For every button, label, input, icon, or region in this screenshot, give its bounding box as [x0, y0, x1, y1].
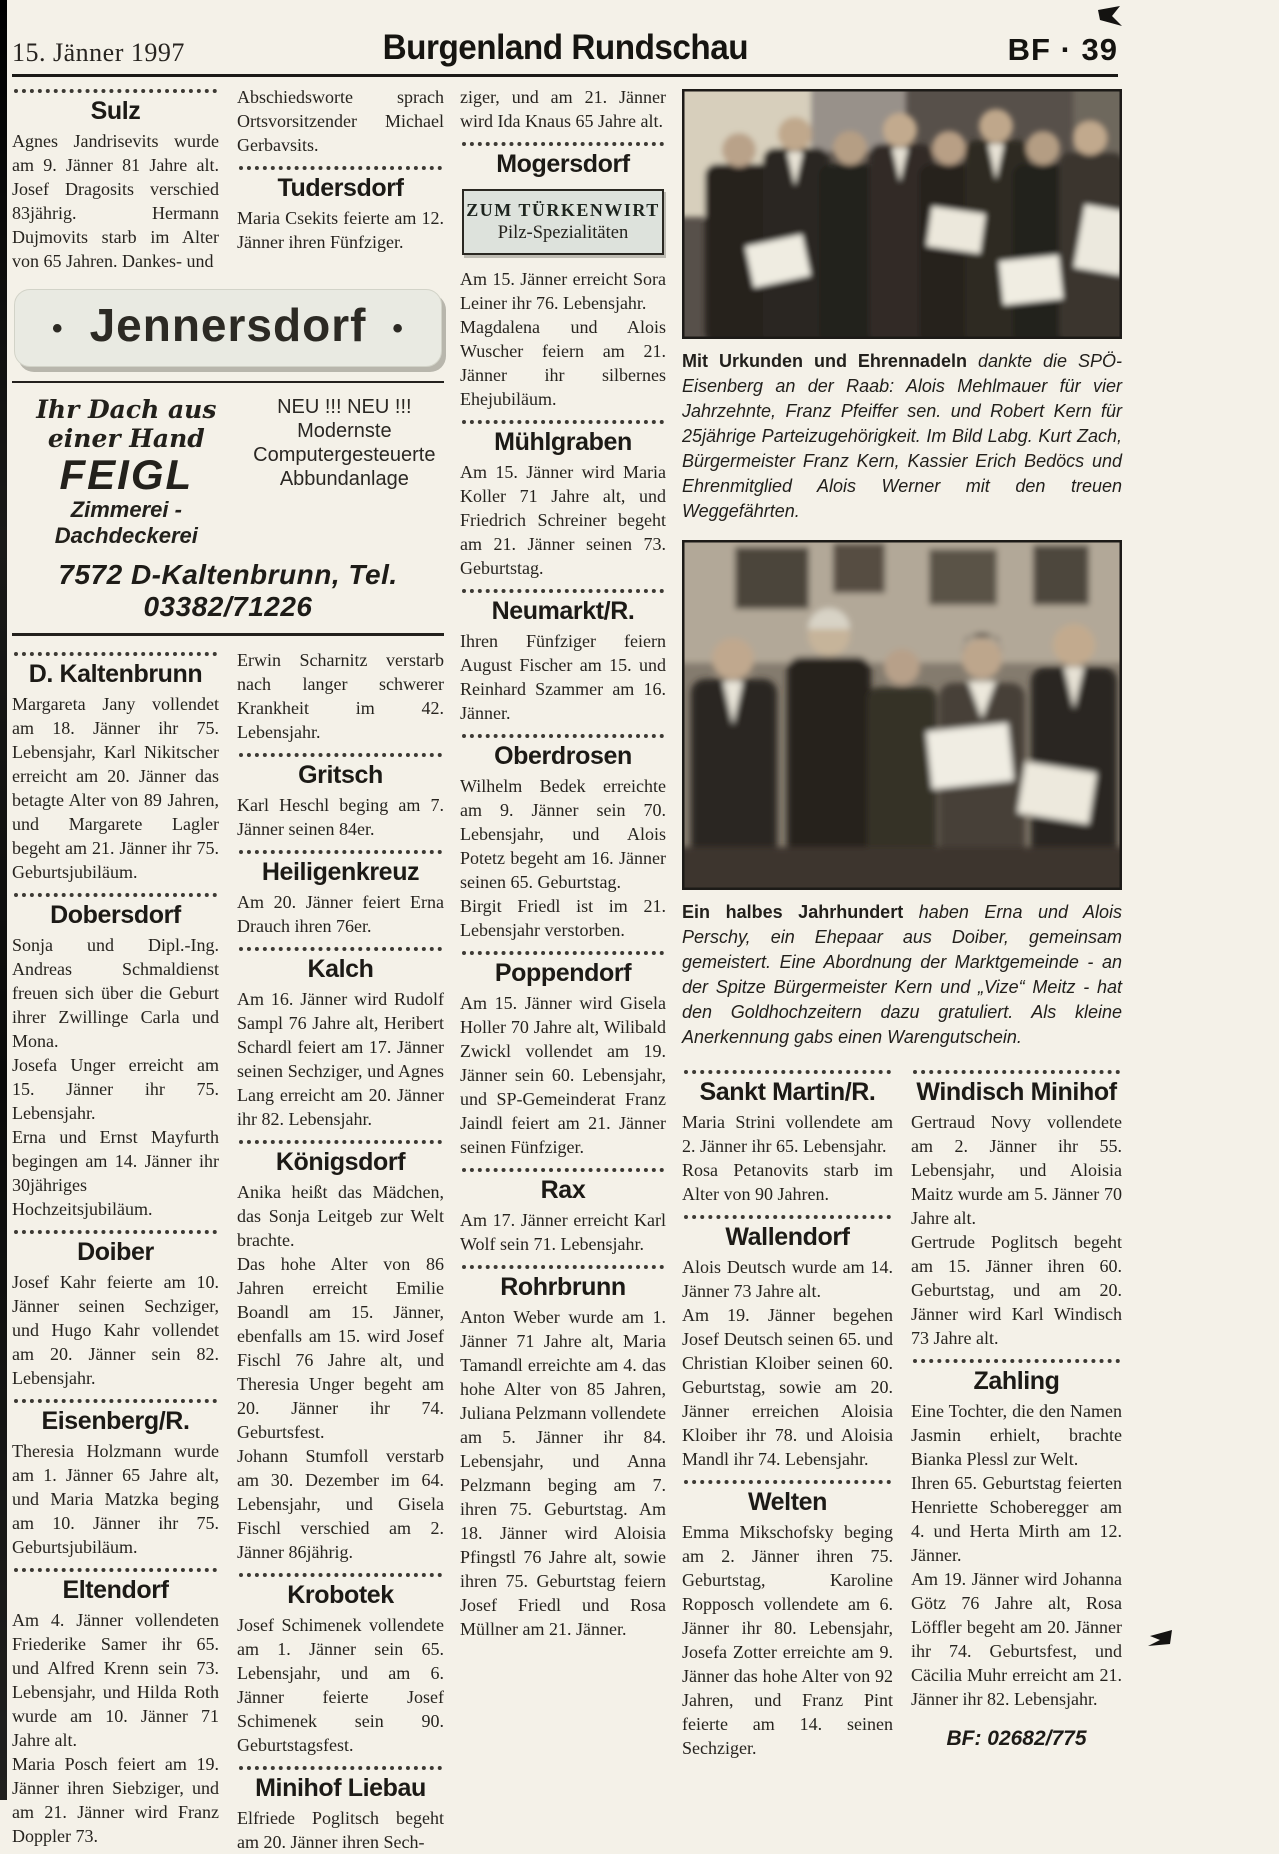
left-section [12, 85, 444, 1854]
section-heading: Heiligenkreuz [261, 858, 420, 886]
column-1-top [12, 85, 219, 273]
dotted-rule [462, 1265, 664, 1269]
feigl-ad-right [247, 395, 442, 549]
body-paragraph: Alois Deutsch wurde am 14. Jänner 73 Jahre alt. [682, 1257, 893, 1301]
scan-artifact-arrow [1146, 1628, 1172, 1648]
banner-title: Jennersdorf [89, 299, 367, 351]
dotted-rule [239, 1140, 442, 1144]
body-paragraph: Erwin Scharnitz verstarb nach langer schwerer Krankheit im 42. Lebensjahr. [237, 650, 444, 742]
body-paragraph: Abschiedsworte sprach Ortsvorsitzender Michael Gerbavsits. [237, 87, 444, 155]
column-2-bottom [237, 648, 444, 1854]
page-number: BF · 39 [1007, 32, 1118, 67]
right-section [682, 85, 1122, 1854]
dotted-rule [462, 1168, 664, 1172]
feigl-ad [12, 381, 444, 636]
dotted-rule [14, 1230, 217, 1234]
feigl-promo-line: Abbundanlage [279, 468, 409, 490]
column-4 [682, 1066, 893, 1760]
section-heading: Dobersdorf [50, 901, 181, 929]
body-paragraph: Gertraud Novy vollendete am 2. Jänner ihr 55. Lebensjahr, und Aloisia Maitz wurde am 5. Jänner 70 Jahre alt. [911, 1112, 1122, 1228]
dotted-rule [462, 142, 664, 146]
dotted-rule [239, 947, 442, 951]
photo1-caption [682, 349, 1122, 524]
dotted-rule [14, 1568, 217, 1572]
body-paragraph: Erna und Ernst Mayfurth begingen am 14. Jänner ihr 30jähriges Hochzeitsjubiläum. [12, 1127, 219, 1219]
body-paragraph: Josef Kahr feierte am 10. Jänner seinen Sechziger, und Hugo Kahr vollendet am 20. Jänner sein 82. Lebensjahr. [12, 1272, 219, 1388]
body-paragraph: Gertrude Poglitsch begeht am 15. Jänner ihren 60. Geburtstag, und am 20. Jänner wird Karl Windisch 73 Jahre alt. [911, 1232, 1122, 1348]
body-paragraph: Elfriede Poglitsch begeht am 20. Jänner ihren Sech- [237, 1808, 444, 1852]
dotted-rule [14, 89, 217, 93]
dotted-rule [14, 1399, 217, 1403]
feigl-tagline: Ihr Dach aus einer Hand [36, 395, 217, 453]
section-heading: Tudersdorf [277, 174, 404, 202]
body-paragraph: Emma Mikschofsky beging am 2. Jänner ihren 75. Geburtstag, Karoline Ropposch vollendete am 6. Jänner ihr 80. Lebensjahr, Josefa Zotter erreichte am 9. Jänner das hohe Alter von 92 Jahren, und Franz Pint feierte am 14. seinen Sechziger. [682, 1522, 893, 1758]
dotted-rule [14, 652, 217, 656]
body-paragraph: Am 15. Jänner wird Maria Koller 71 Jahre alt, und Friedrich Schreiner begeht am 21. Jänner seinen 73. Geburtstag. [460, 462, 666, 578]
body-paragraph: Magdalena und Alois Wuscher feiern am 21. Jänner ihr silbernes Ehejubiläum. [460, 317, 666, 409]
section-heading: Zahling [973, 1367, 1060, 1395]
section-heading: Mühlgraben [494, 428, 632, 456]
body-paragraph: Margareta Jany vollendet am 18. Jänner ihr 75. Lebensjahr, Karl Nikitscher erreicht am 20. Jänner das betagte Alter von 89 Jahren, und Margarete Lagler begeht am 21. Jänner ihr 75. Geburtsjubiläum. [12, 694, 219, 882]
dotted-rule [462, 951, 664, 955]
body-paragraph: Am 20. Jänner feiert Erna Drauch ihren 76er. [237, 892, 444, 936]
body-paragraph: Johann Stumfoll verstarb am 30. Dezember im 64. Lebensjahr, und Gisela Fischl verschied am 2. Jänner 86jährig. [237, 1446, 444, 1562]
issue-date: 15. Jänner 1997 [12, 38, 185, 67]
body-paragraph: Ihren 65. Geburtstag feierten Henriette Schoberegger am 4. und Herta Mirth am 12. Jänner. [911, 1473, 1122, 1565]
dotted-rule [239, 1766, 442, 1770]
newspaper-page [12, 6, 1122, 1854]
feigl-promo-line: Modernste [297, 420, 392, 442]
contact-reference: BF: 02682/775 [946, 1727, 1087, 1750]
photo2-scene [682, 540, 1122, 890]
feigl-promo-line: Computergesteuerte [253, 444, 436, 466]
dotted-rule [239, 166, 442, 170]
feigl-promo-line: NEU !!! NEU !!! [277, 396, 412, 418]
dotted-rule [462, 420, 664, 424]
dotted-rule [462, 734, 664, 738]
body-paragraph: Maria Strini vollendete am 2. Jänner ihr 65. Lebensjahr. [682, 1112, 893, 1156]
section-heading: Krobotek [287, 1581, 394, 1609]
body-paragraph: Anton Weber wurde am 1. Jänner 71 Jahre alt, Maria Tamandl erreichte am 4. das hohe Alter von 85 Jahren, Juliana Pelzmann vollendete am 5. Jänner ihr 84. Lebensjahr, und Anna Pelzmann beging am 7. ihren 75. Geburtstag. Am 18. Jänner wird Aloisia Pfingstl 76 Jahre alt, sowie ihren 75. Geburtstag feiern Josef Friedl und Rosa Müllner am 21. Jänner. [460, 1307, 666, 1639]
column-5 [911, 1066, 1122, 1760]
section-heading: Sankt Martin/R. [699, 1078, 876, 1106]
section-heading: Wallendorf [725, 1223, 850, 1251]
body-paragraph: Agnes Jandrisevits wurde am 9. Jänner 81 Jahre alt. Josef Dragosits verschied 83jährig. Hermann Dujmovits starb im Alter von 65 Jahren. Dankes- und [12, 131, 219, 271]
page-header [12, 6, 1118, 77]
photo-golden-wedding-group [682, 540, 1122, 890]
body-paragraph: Maria Csekits feierte am 12. Jänner ihren Fünfziger. [237, 208, 444, 252]
dotted-rule [913, 1359, 1120, 1363]
dotted-rule [684, 1480, 891, 1484]
section-heading: Rax [540, 1176, 586, 1204]
scan-edge [0, 0, 7, 1800]
feigl-ad-left [14, 395, 239, 549]
banner-bullet: • [392, 311, 404, 345]
section-heading: Mogersdorf [496, 150, 630, 178]
page-content [12, 85, 1122, 1854]
column-1-bottom [12, 648, 219, 1854]
body-paragraph: Maria Posch feiert am 19. Jänner ihren Siebziger, und am 21. Jänner wird Franz Doppler 73. [12, 1754, 219, 1846]
body-paragraph: Am 19. Jänner begehen Josef Deutsch seinen 65. und Christian Kloiber seinen 60. Geburtstag, sowie am 20. Jänner erreichen Aloisia Kloiber ihr 78. und Aloisia Mandl ihr 74. Lebensjahr. [682, 1305, 893, 1469]
body-paragraph: Sonja und Dipl.-Ing. Andreas Schmaldienst freuen sich über die Geburt ihrer Zwillinge Carla und Mona. [12, 935, 219, 1051]
dotted-rule [462, 589, 664, 593]
jennersdorf-banner [14, 289, 442, 367]
body-paragraph: Am 16. Jänner wird Rudolf Sampl 76 Jahre alt, Heribert Schardl feiert am 17. Jänner seinen Sechziger, und Agnes Lang erreicht am 20. Jänner ihr 82. Lebensjahr. [237, 989, 444, 1129]
body-paragraph: Wilhelm Bedek erreichte am 9. Jänner sein 70. Lebensjahr, und Alois Potetz begeht am 16. Jänner seinen 65. Geburtstag. [460, 776, 666, 892]
dotted-rule [684, 1070, 891, 1074]
body-paragraph: ziger, und am 21. Jänner wird Ida Knaus 65 Jahre alt. [460, 87, 666, 131]
dotted-rule [913, 1070, 1120, 1074]
body-paragraph: Theresia Holzmann wurde am 1. Jänner 65 Jahre alt, und Maria Matzka beging am 10. Jänner ihr 75. Geburtsjubiläum. [12, 1441, 219, 1557]
photo2-caption [682, 900, 1122, 1050]
column-3 [460, 85, 666, 1854]
section-heading: Gritsch [298, 761, 383, 789]
dotted-rule [14, 893, 217, 897]
dotted-rule [684, 1215, 891, 1219]
section-heading: Eisenberg/R. [41, 1407, 190, 1435]
body-paragraph: Josefa Unger erreicht am 15. Jänner ihr 75. Lebensjahr. [12, 1055, 219, 1123]
tuerkenwirt-name: ZUM TÜRKENWIRT [466, 200, 660, 220]
tuerkenwirt-ad [462, 189, 664, 255]
dotted-rule [239, 850, 442, 854]
masthead-title: Burgenland Rundschau [382, 28, 748, 67]
feigl-address: 7572 D-Kaltenbrunn, Tel. 03382/71226 [58, 559, 398, 622]
body-paragraph: Am 4. Jänner vollendeten Friederike Samer ihr 65. und Alfred Krenn sein 73. Lebensjahr, und Hilda Roth wurde am 10. Jänner 71 Jahre alt. [12, 1610, 219, 1750]
section-heading: D. Kaltenbrunn [28, 660, 203, 688]
body-paragraph: Rosa Petanovits starb im Alter von 90 Jahren. [682, 1160, 893, 1204]
caption-text: dankte die SPÖ-Eisenberg an der Raab: Alois Mehlmauer für vier Jahrzehnte, Franz Pfeiffer sen. und Robert Kern für 25jährige Parteizugehörigkeit. Im Bild Labg. Kurt Zach, Bürgermeister Franz Kern, Kassier Erich Bedöcs und Ehrenmitglied Alois Werner mit den treuen Weggefährten. [682, 351, 1122, 521]
body-paragraph: Anika heißt das Mädchen, das Sonja Leitgeb zur Welt brachte. [237, 1182, 444, 1250]
body-paragraph: Josef Schimenek vollendete am 1. Jänner sein 65. Lebensjahr, und am 6. Jänner feierte Josef Schimenek sein 90. Geburtstagsfest. [237, 1615, 444, 1755]
section-heading: Eltendorf [62, 1576, 169, 1604]
feigl-brand: FEIGL [59, 451, 194, 498]
body-paragraph: Am 17. Jänner erreicht Karl Wolf sein 71. Lebensjahr. [460, 1210, 666, 1254]
body-paragraph: Birgit Friedl ist im 21. Lebensjahr verstorben. [460, 896, 666, 940]
caption-lead: Ein halbes Jahrhundert [682, 902, 904, 922]
body-paragraph: Am 15. Jänner wird Gisela Holler 70 Jahre alt, Wilibald Zwickl vollendet am 19. Jänner sein 60. Lebensjahr, und SP-Gemeinderat Franz Jaindl feiert am 21. Jänner seinen Fünfziger. [460, 993, 666, 1157]
section-heading: Oberdrosen [494, 742, 632, 770]
body-paragraph: Am 15. Jänner erreicht Sora Leiner ihr 76. Lebensjahr. [460, 269, 666, 313]
body-paragraph: Ihren Fünfziger feiern August Fischer am 15. und Reinhard Szammer am 16. Jänner. [460, 631, 666, 723]
caption-text: haben Erna und Alois Perschy, ein Ehepaar aus Doiber, gemeinsam gemeistert. Eine Abordnung der Marktgemeinde - an der Spitze Bürgermeister Kern und „Vize“ Meitz - hat den Goldhochzeitern dazu gratuliert. Als kleine Anerkennung gabs einen Warengutschein. [682, 902, 1122, 1047]
column-2-top [237, 85, 444, 273]
section-heading: Neumarkt/R. [491, 597, 635, 625]
section-heading: Doiber [77, 1238, 154, 1266]
section-heading: Königsdorf [275, 1148, 406, 1176]
caption-lead: Mit Urkunden und Ehrennadeln [682, 351, 967, 371]
banner-bullet: • [52, 311, 64, 345]
tuerkenwirt-subline: Pilz-Spezialitäten [497, 223, 629, 243]
section-heading: Windisch Minihof [916, 1078, 1117, 1106]
section-heading: Kalch [307, 955, 374, 983]
dotted-rule [239, 1573, 442, 1577]
body-paragraph: Eine Tochter, die den Namen Jasmin erhielt, brachte Bianka Plessl zur Welt. [911, 1401, 1122, 1469]
section-heading: Welten [747, 1488, 828, 1516]
section-heading: Sulz [90, 97, 141, 125]
section-heading: Minihof Liebau [255, 1774, 426, 1802]
body-paragraph: Am 19. Jänner wird Johanna Götz 76 Jahre alt, Rosa Löffler begeht am 20. Jänner ihr 74. Geburtsfest, und Cäcilia Muhr erreicht am 21. Jänner ihr 82. Lebensjahr. [911, 1569, 1122, 1709]
dotted-rule [239, 753, 442, 757]
feigl-trade: Zimmerei - Dachdeckerei [54, 497, 198, 548]
body-paragraph: Karl Heschl beging am 7. Jänner seinen 84er. [237, 795, 444, 839]
section-heading: Poppendorf [494, 959, 632, 987]
section-heading: Rohrbrunn [500, 1273, 626, 1301]
photo-spo-honors-group [682, 89, 1122, 339]
body-paragraph: Das hohe Alter von 86 Jahren erreicht Emilie Boandl am 15. Jänner, ebenfalls am 15. wird Josef Fischl 76 Jahre alt, und Theresia Unger begeht am 20. Jänner ihr 74. Geburtsfest. [237, 1254, 444, 1442]
